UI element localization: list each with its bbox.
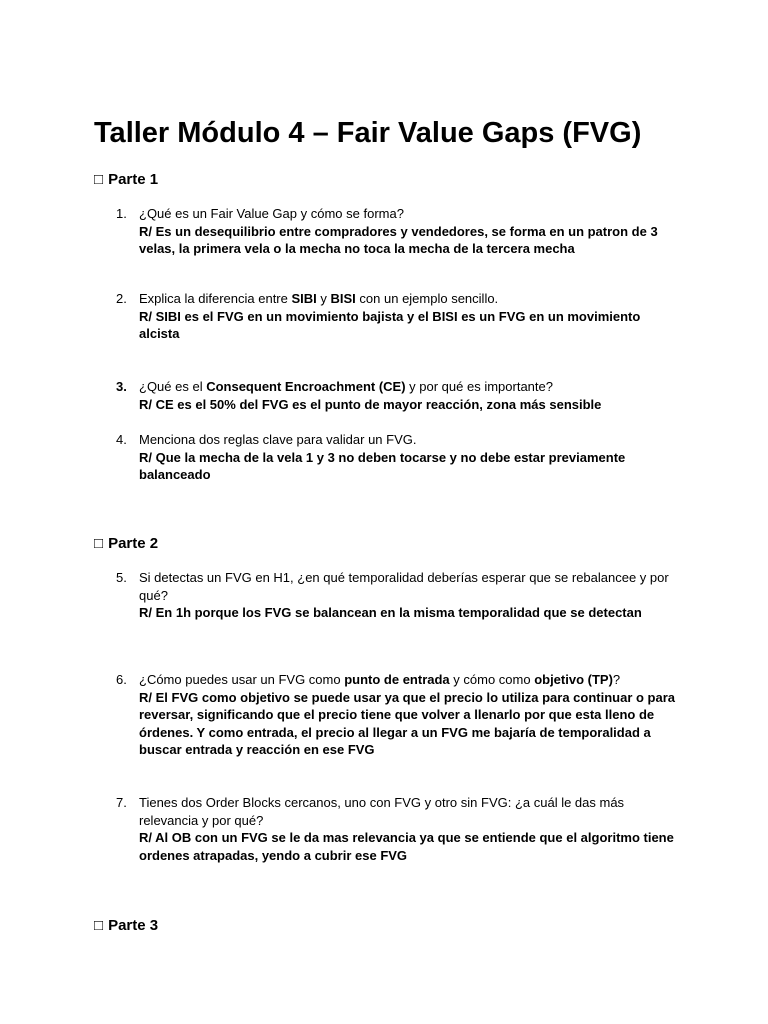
section-heading-parte-1 bbox=[94, 170, 158, 190]
section-label: Parte 1 bbox=[108, 171, 159, 188]
section-heading-parte-2 bbox=[94, 534, 158, 554]
document-title: Taller Módulo 4 – Fair Value Gaps (FVG) bbox=[94, 117, 642, 149]
question-text: Menciona dos reglas clave para validar un FVG. bbox=[139, 432, 417, 447]
question-number: 1. bbox=[116, 206, 127, 221]
question-number: 4. bbox=[116, 432, 127, 447]
question-item-6 bbox=[116, 671, 676, 759]
question-number: 6. bbox=[116, 672, 127, 687]
answer-text: R/ SIBI es el FVG en un movimiento bajista y el BISI es un FVG en un movimiento alcista bbox=[139, 308, 641, 341]
question-number: 5. bbox=[116, 570, 127, 585]
answer-text: R/ El FVG como objetivo se puede usar ya que el precio lo utiliza para continuar o para reversar, significando que el precio tiene que volver a llenarlo por que esta lleno de órdenes. Y como entrada, el precio al llegar a un FVG me bajaría de temporalidad a buscar entrada y reacción en ese FVG bbox=[139, 689, 676, 757]
question-text: ¿Qué es el Consequent Encroachment (CE) y por qué es importante? bbox=[139, 379, 553, 394]
answer-text: R/ Que la mecha de la vela 1 y 3 no deben tocarse y no debe estar previamente balanceado bbox=[139, 449, 626, 482]
question-item-7 bbox=[116, 794, 676, 864]
checkbox-glyph-icon: □ bbox=[94, 917, 104, 934]
checkbox-glyph-icon: □ bbox=[94, 535, 104, 552]
question-item-3 bbox=[116, 378, 676, 413]
answer-text: R/ Al OB con un FVG se le da mas relevancia ya que se entiende que el algoritmo tiene ordenes atrapadas, yendo a cubrir ese FVG bbox=[139, 830, 674, 863]
question-number: 7. bbox=[116, 795, 127, 810]
answer-text: R/ En 1h porque los FVG se balancean en la misma temporalidad que se detectan bbox=[139, 605, 642, 620]
question-text: ¿Cómo puedes usar un FVG como punto de entrada y cómo como objetivo (TP)? bbox=[139, 672, 621, 687]
question-text: Si detectas un FVG en H1, ¿en qué temporalidad deberías esperar que se rebalancee y por qué? bbox=[139, 570, 669, 603]
question-text: Tienes dos Order Blocks cercanos, uno con FVG y otro sin FVG: ¿a cuál le das más relevancia y por qué? bbox=[139, 795, 625, 828]
question-number: 2. bbox=[116, 291, 127, 306]
question-item-5 bbox=[116, 569, 676, 622]
answer-text: R/ CE es el 50% del FVG es el punto de mayor reacción, zona más sensible bbox=[139, 396, 602, 412]
question-number: 3. bbox=[116, 379, 127, 394]
answer-text: R/ Es un desequilibrio entre compradores y vendedores, se forma en un patron de 3 velas, la primera vela o la mecha no toca la mecha de la tercera mecha bbox=[139, 223, 658, 256]
question-text: ¿Qué es un Fair Value Gap y cómo se forma? bbox=[139, 206, 404, 221]
section-label: Parte 3 bbox=[108, 917, 159, 934]
section-heading-parte-3 bbox=[94, 916, 158, 936]
question-text: Explica la diferencia entre SIBI y BISI con un ejemplo sencillo. bbox=[139, 291, 499, 306]
checkbox-glyph-icon: □ bbox=[94, 171, 104, 188]
question-item-2 bbox=[116, 290, 676, 343]
question-item-4 bbox=[116, 431, 676, 484]
question-item-1 bbox=[116, 205, 676, 258]
section-label: Parte 2 bbox=[108, 535, 159, 552]
